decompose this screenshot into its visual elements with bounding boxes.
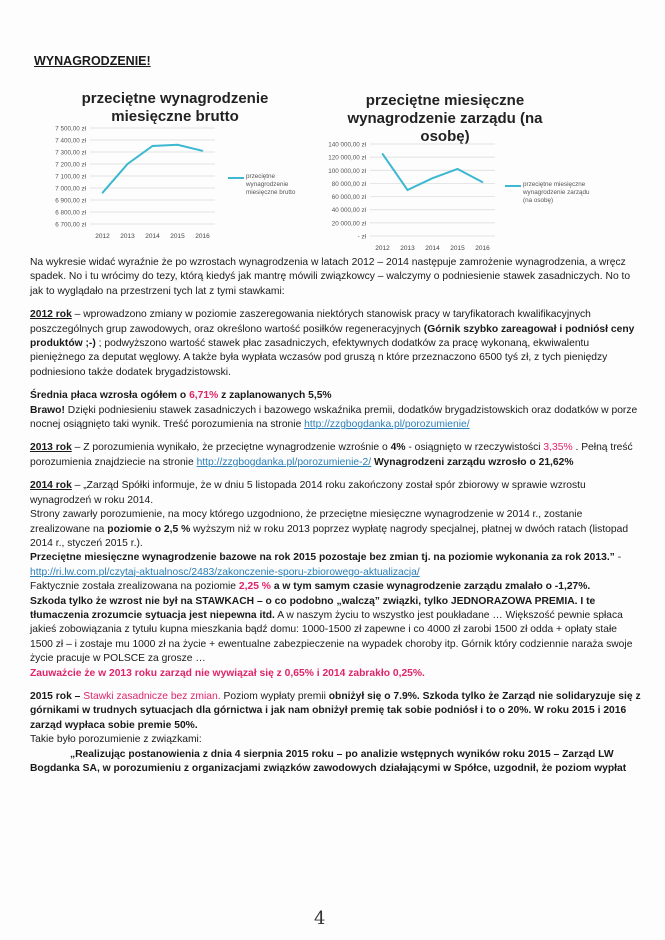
y-tick-label: 7 000,00 zł	[55, 185, 86, 193]
chart-average-salary	[30, 90, 320, 250]
document-body	[30, 256, 642, 785]
text-run: „Realizując postanowienia z dnia 4 sierpnia 2015 roku – po analizie wstępnych wyników roku 2015 – Zarząd LW Bogdanka SA, w porozumieniu z organizacjami związków zawodowych działającymi w Spółce, uzgodnił, że poziom wypłat	[30, 748, 627, 774]
text-run: 3,35%	[543, 442, 573, 454]
y-tick-label: 20 000,00 zł	[331, 220, 366, 228]
y-tick-label: - zł	[357, 233, 366, 241]
link[interactable]: http://zzgbogdanka.pl/porozumienie-2/	[196, 456, 372, 468]
x-tick-label: 2013	[400, 245, 415, 252]
data-point	[482, 181, 484, 183]
text-run: . Pełną treść porozumienia znajdziecie na stronie	[30, 442, 633, 468]
data-point	[457, 168, 459, 170]
y-tick-label: 60 000,00 zł	[331, 194, 366, 202]
text-run: wyższym niż w roku 2013 poprzez wypłatę nagrody specjalnej, płatnej w dwóch ratach (listopad 2014 r., styczeń 2015 r.).	[30, 523, 629, 549]
page-number: 4	[314, 908, 326, 929]
data-point	[127, 163, 129, 165]
text-run: Szkoda tylko że wzrost nie był na STAWKACH – o co podobno „walczą” związki, tylko JEDNORAZOWA PREMIA. I te tłumaczenia zrozumcie sytuacja jest niepewna itd.	[30, 595, 596, 621]
paragraph	[30, 441, 642, 470]
text-run: Na wykresie widać wyraźnie że po wzrostach wynagrodzenia w latach 2012 – 2014 następuje zamrożenie wynagrodzenia, a wręcz spadek. No i tu wrócimy do tezy, którą kiedyś jak mantrę mówili związkowcy – walczymy o podniesienie stawek zasadniczych. No to jak to wyglądało na przestrzeni tych lat z tymi stawkami:	[30, 257, 631, 297]
x-tick-label: 2012	[95, 233, 110, 240]
text-run: ; podwyższono wartość stawek płac zasadniczych, efektywnych dodatków za pracę wykonaną, ekwiwalentu pieniężnego za deputat węglowy. A także była wypłata wczasów pod gruszą n które przeznaczono 6500 tyś zł, z tych pieniędzy podniesiono także dodatek brygadzistowski.	[30, 338, 608, 378]
text-run: Przeciętne miesięczne wynagrodzenie bazowe na rok 2015 pozostaje bez zmian tj. na poziomie wykonania za rok 2013.”	[30, 552, 618, 564]
y-tick-label: 6 800,00 zł	[55, 209, 86, 217]
paragraph	[30, 308, 642, 380]
text-run: Stawki zasadnicze bez zmian.	[83, 690, 221, 702]
y-tick-label: 6 700,00 zł	[55, 221, 86, 229]
text-run: z zaplanowanych 5,5%	[218, 390, 332, 402]
data-point	[177, 144, 179, 146]
x-tick-label: 2016	[475, 245, 490, 252]
x-tick-label: 2014	[425, 245, 440, 252]
chart-title: przeciętne wynagrodzenie miesięczne brutto	[81, 90, 269, 125]
link[interactable]: http://ri.lw.com.pl/czytaj-aktualnosc/2483/zakonczenie-sporu-zbiorowego-aktualizacja/	[30, 566, 420, 578]
y-tick-label: 100 000,00 zł	[328, 167, 366, 175]
text-run: 2,25 %	[238, 581, 271, 593]
data-point	[152, 145, 154, 147]
paragraph	[30, 389, 642, 432]
x-tick-label: 2016	[195, 233, 210, 240]
y-tick-label: 120 000,00 zł	[328, 154, 366, 162]
text-run: (Górnik szybko zareagował i podniósł ceny produktów ;-)	[30, 323, 635, 350]
x-tick-label: 2015	[170, 233, 185, 240]
text-run: Brawo!	[30, 404, 65, 416]
text-run: 4%	[390, 442, 406, 454]
text-run: Średnia płaca wzrosła ogółem o	[30, 390, 190, 402]
x-tick-label: 2013	[120, 233, 135, 240]
y-tick-label: 140 000,00 zł	[328, 141, 366, 149]
text-run: Dzięki podniesieniu stawek zasadniczych i bazowego wskaźnika premii, dodatków brygadzistowskich oraz dodatków w porze nocnej osiągnięto taki wynik. Treść porozumienia na stronie	[30, 404, 638, 431]
text-run: – „Zarząd Spółki informuje, że w dniu 5 listopada 2014 roku zakończony został spór zbiorowy w sprawie wzrostu wynagrodzeń w roku 2014.	[30, 480, 586, 506]
text-run: obniżył się o 7.9%. Szkoda tylko że Zarząd nie solidaryzuje się z górnikami w trudnych sytuacjach dla górnictwa i jak nam obniżył premię tak sobie podniósł i to o 20%. W roku 2015 i 2016 zarząd wypłaca sobie premie 50%.	[30, 690, 641, 731]
text-run: 2014 rok	[30, 480, 72, 492]
y-tick-label: 80 000,00 zł	[331, 180, 366, 188]
x-tick-label: 2015	[450, 245, 465, 252]
text-run: A w naszym życiu to wszystko jest poukładane … Większość pewnie spłaca jakieś zobowiązania z tytułu kupna mieszkania bądź domu: 1000-1500 zł zapewne i co 4000 zł zarobi 1500 zł odda + opłaty stałe 1500 zł – i zostaje mu 1000 zł na życie + ewentualne zabezpieczenie na wypadek choroby itp. Górnik który codziennie naraża swoje życie pracuje w POLSCE za grosze …	[30, 609, 633, 665]
y-tick-label: 7 400,00 zł	[55, 137, 86, 145]
x-tick-label: 2012	[375, 245, 390, 252]
text-run: - osiągnięto w rzeczywistości	[405, 442, 544, 454]
text-run: Strony zawarły porozumienie, na mocy którego uzgodniono, że przeciętne miesięczne wynagrodzenie w 2014 r., zostanie zrealizowane na	[30, 509, 583, 535]
paragraph	[30, 479, 642, 681]
text-run: – wprowadzono zmiany w poziomie zaszeregowania niektórych stanowisk pracy w taryfikatorach kwalifikacyjnych poszczególnych grup zawodowych, oraz określono wartość posiłków regeneracyjnych	[30, 309, 591, 335]
y-tick-label: 7 300,00 zł	[55, 149, 86, 157]
text-run: a w tym samym czasie wynagrodzenie zarządu zmalało o -1,27%.	[270, 581, 591, 593]
y-tick-label: 7 500,00 zł	[55, 125, 86, 133]
data-point	[382, 153, 384, 155]
text-run: 2012 rok	[30, 309, 72, 321]
chart-title: przeciętne miesięczne wynagrodzenie zarządu (na osobę)	[347, 92, 543, 145]
text-run: -	[617, 552, 622, 564]
text-run: 2013 rok	[30, 442, 72, 454]
y-tick-label: 7 200,00 zł	[55, 161, 86, 169]
text-run: Zauważcie że w 2013 roku zarząd nie wywiązał się z 0,65% i 2014 zabrakło 0,25%.	[30, 667, 425, 679]
x-tick-label: 2014	[145, 233, 160, 240]
paragraph	[30, 256, 642, 299]
text-run: Wynagrodzeni zarządu wzrosło o 21,62%	[371, 456, 574, 468]
y-tick-label: 7 100,00 zł	[55, 173, 86, 181]
y-tick-label: 40 000,00 zł	[331, 207, 366, 215]
text-run: poziomie o 2,5 %	[107, 523, 191, 535]
series-line	[383, 154, 483, 190]
text-run: 2015 rok –	[30, 690, 84, 702]
data-point	[202, 150, 204, 152]
link[interactable]: http://zzgbogdanka.pl/porozumienie/	[304, 419, 470, 431]
data-point	[102, 192, 104, 194]
text-run: Faktycznie została zrealizowana na poziomie	[30, 581, 239, 593]
legend-label: przeciętne miesięczne wynagrodzenie zarządu (na osobę)	[523, 181, 590, 204]
data-point	[407, 189, 409, 191]
data-point	[432, 177, 434, 179]
chart-board-salary	[300, 92, 630, 252]
document-heading: WYNAGRODZENIE!	[34, 54, 151, 68]
text-run: 6,71%	[189, 390, 219, 402]
text-run: Takie było porozumienie z związkami:	[30, 734, 202, 746]
y-tick-label: 6 900,00 zł	[55, 197, 86, 205]
paragraph	[30, 690, 642, 776]
text-run: Poziom wypłaty premii	[220, 690, 329, 702]
legend-label: przeciętne wynagrodzenie miesięczne brutto	[246, 173, 296, 196]
text-run: – Z porozumienia wynikało, że przeciętne wynagrodzenie wzrośnie o	[71, 442, 391, 454]
